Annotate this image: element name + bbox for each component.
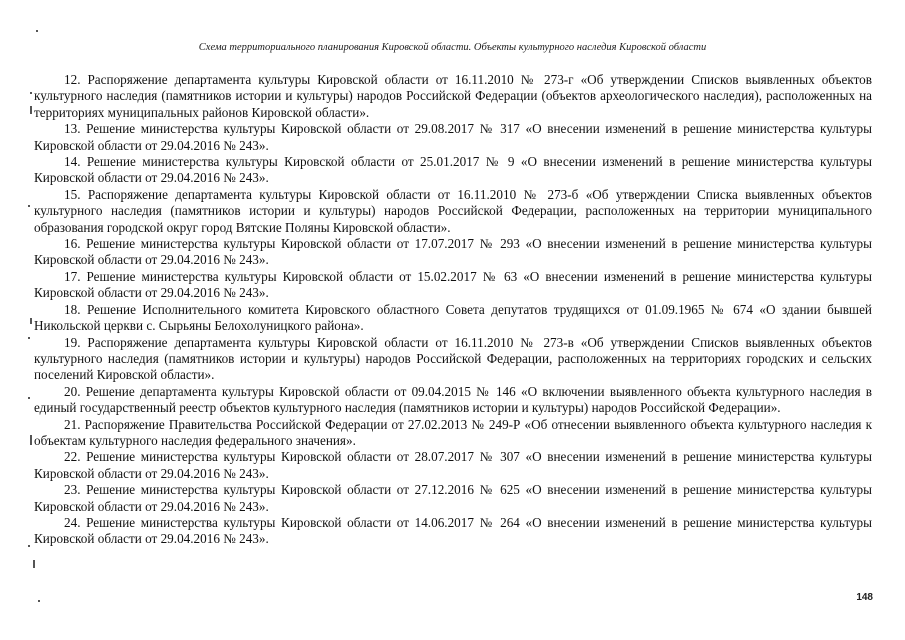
- list-item-22: 22. Решение министерства культуры Кировской области от 28.07.2017 № 307 «О внесении изменений в решение министерства культуры Кировской области от 29.04.2016 № 243».: [34, 449, 872, 481]
- list-item-17: 17. Решение министерства культуры Кировской области от 15.02.2017 № 63 «О внесении изменений в решение министерства культуры Кировской области от 29.04.2016 № 243».: [34, 268, 872, 301]
- scan-speck: [36, 30, 38, 32]
- scan-speck: [28, 545, 30, 547]
- list-item-14: 14. Решение министерства культуры Кировской области от 25.01.2017 № 9 «О внесении изменений в решение министерства культуры Кировской области от 29.04.2016 № 243».: [34, 154, 872, 186]
- list-item-24: 24. Решение министерства культуры Кировской области от 14.06.2017 № 264 «О внесении изменений в решение министерства культуры Кировской области от 29.04.2016 № 243».: [34, 514, 872, 547]
- scan-speck: [33, 560, 35, 568]
- page-number: 148: [856, 592, 873, 603]
- list-item-21: 21. Распоряжение Правительства Российской Федерации от 27.02.2013 № 249-Р «Об отнесении выявленного объекта культурного наследия к объектам культурного наследия федерального значения».: [34, 416, 872, 448]
- running-header: Схема территориального планирования Кировской области. Объекты культурного наследия Кировской области: [198, 42, 707, 53]
- list-item-16: 16. Решение министерства культуры Кировской области от 17.07.2017 № 293 «О внесении изменений в решение министерства культуры Кировской области от 29.04.2016 № 243».: [34, 236, 872, 268]
- list-item-18: 18. Решение Исполнительного комитета Кировского областного Совета депутатов трудящихся от 01.09.1965 № 674 «О здании бывшей Никольской церкви с. Сырьяны Белохолуницкого района».: [34, 301, 872, 334]
- list-item-13: 13. Решение министерства культуры Кировской области от 29.08.2017 № 317 «О внесении изменений в решение министерства культуры Кировской области от 29.04.2016 № 243».: [34, 121, 872, 153]
- scan-speck: [38, 600, 40, 602]
- list-item-19: 19. Распоряжение департамента культуры Кировской области от 16.11.2010 № 273-в «Об утверждении Списков выявленных объектов культурного наследия (памятников истории и культуры) народов Российской Федерации, расположенных на территориях городских и сельских поселений Кировской области».: [34, 334, 872, 383]
- list-item-15: 15. Распоряжение департамента культуры Кировской области от 16.11.2010 № 273-б «Об утверждении Списка выявленных объектов культурного наследия (памятников истории и культуры) народов Российской Федерации, расположенных на территории муниципального образования городской округ город Вятские Поляны Кировской области».: [34, 186, 872, 235]
- list-item-20: 20. Решение департамента культуры Кировской области от 09.04.2015 № 146 «О включении выявленного объекта культурного наследия в единый государственный реестр объектов культурного наследия (памятников истории и культуры) народов Российской Федерации».: [34, 383, 872, 416]
- scan-speck: [28, 337, 30, 339]
- list-item-23: 23. Решение министерства культуры Кировской области от 27.12.2016 № 625 «О внесении изменений в решение министерства культуры Кировской области от 29.04.2016 № 243».: [34, 482, 872, 514]
- scan-speck: [28, 397, 30, 399]
- scan-speck: [30, 318, 32, 324]
- scan-speck: [30, 92, 32, 94]
- scan-speck: [30, 435, 32, 445]
- list-item-12: 12. Распоряжение департамента культуры Кировской области от 16.11.2010 № 273-г «Об утверждении Списков выявленных объектов культурного наследия (памятников истории и культуры) народов Российской Федерации (объектов археологического наследия), расположенных на территориях муниципальных районов Кировской области».: [34, 72, 872, 120]
- scan-speck: [30, 106, 32, 114]
- scan-speck: [28, 205, 30, 207]
- document-body: [34, 72, 872, 548]
